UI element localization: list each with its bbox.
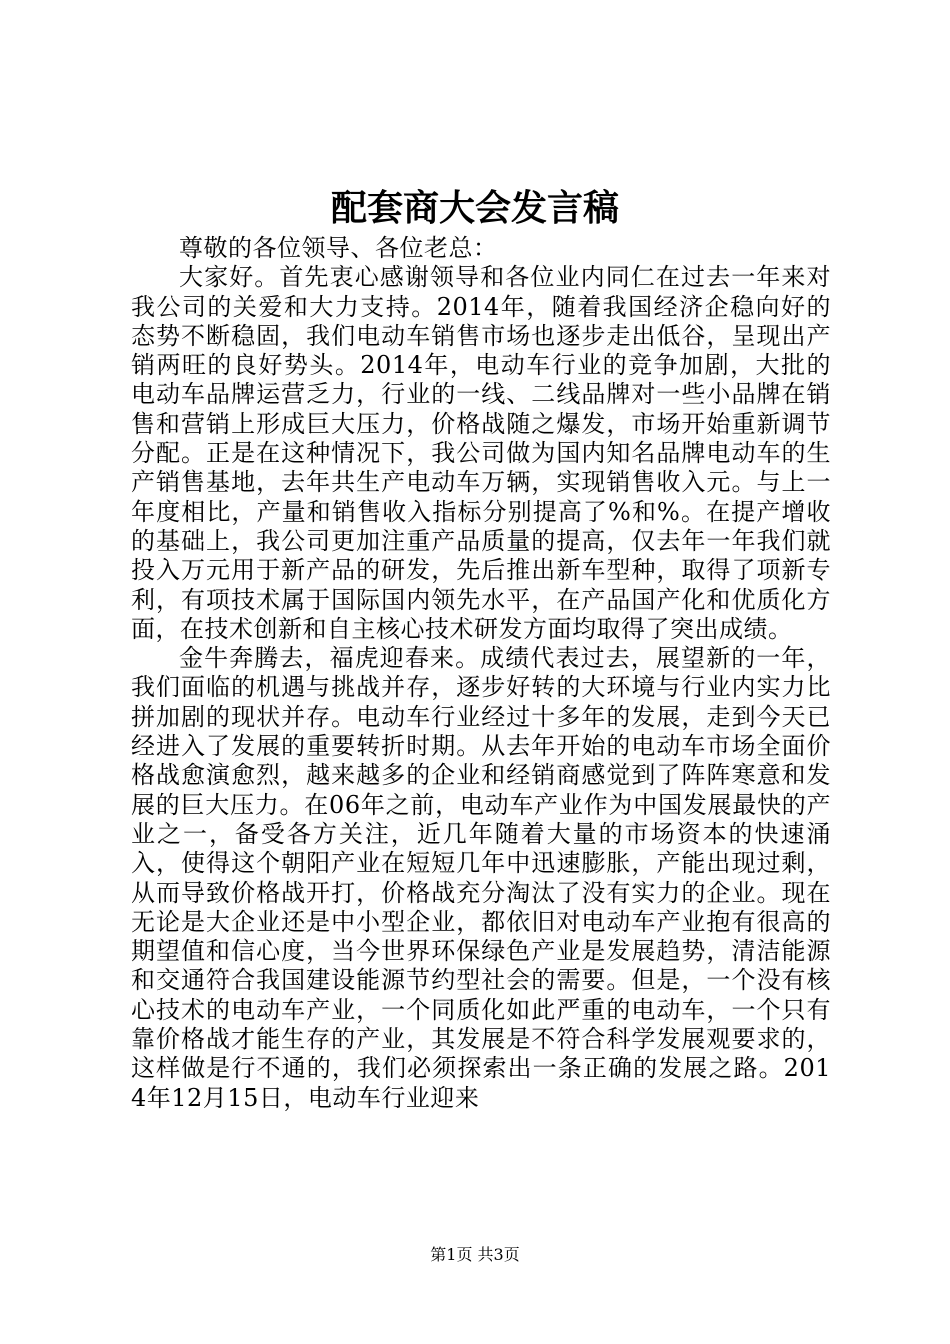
paragraph-2: 金牛奔腾去，福虎迎春来。成绩代表过去，展望新的一年，我们面临的机遇与挑战并存，逐步好转的大环境与行业内实力比拼加剧的现状并存。电动车行业经过十多年的发展，走到今天已经进入了发展的重要转折时期。从去年开始的电动车市场全面价格战愈演愈烈，越来越多的企业和经销商感觉到了阵阵寒意和发展的巨大压力。在06年之前，电动车产业作为中国发展最快的产业之一，备受各方关注，近几年随着大量的市场资本的快速涌入，使得这个朝阳产业在短短几年中迅速膨胀，产能出现过剩，从而导致价格战开打，价格战充分淘汰了没有实力的企业。现在无论是大企业还是中小型企业，都依旧对电动车产业抱有很高的期望值和信心度，当今世界环保绿色产业是发展趋势，清洁能源和交通符合我国建设能源节约型社会的需要。但是，一个没有核心技术的电动车产业，一个同质化如此严重的电动车，一个只有靠价格战才能生存的产业，其发展是不符合科学发展观要求的，这样做是行不通的，我们必须探索出一条正确的发展之路。2014年12月15日，电动车行业迎来 [131,644,831,1112]
greeting: 尊敬的各位领导、各位老总： [179,234,498,262]
paragraph-1: 大家好。首先衷心感谢领导和各位业内同仁在过去一年来对我公司的关爱和大力支持。2014年，随着我国经济企稳向好的态势不断稳固，我们电动车销售市场也逐步走出低谷，呈现出产销两旺的良好势头。2014年，电动车行业的竞争加剧，大批的电动车品牌运营乏力，行业的一线、二线品牌对一些小品牌在销售和营销上形成巨大压力，价格战随之爆发，市场开始重新调节分配。正是在这种情况下，我公司做为国内知名品牌电动车的生产销售基地，去年共生产电动车万辆，实现销售收入元。与上一年度相比，产量和销售收入指标分别提高了%和%。在提产增收的基础上，我公司更加注重产品质量的提高，仅去年一年我们就投入万元用于新产品的研发，先后推出新车型种，取得了项新专利，有项技术属于国际国内领先水平，在产品国产化和优质化方面，在技术创新和自主核心技术研发方面均取得了突出成绩。 [131,263,831,643]
document-body [131,234,831,1113]
page-footer: 第1页 共3页 [430,1245,520,1264]
page-title: 配套商大会发言稿 [330,187,619,229]
